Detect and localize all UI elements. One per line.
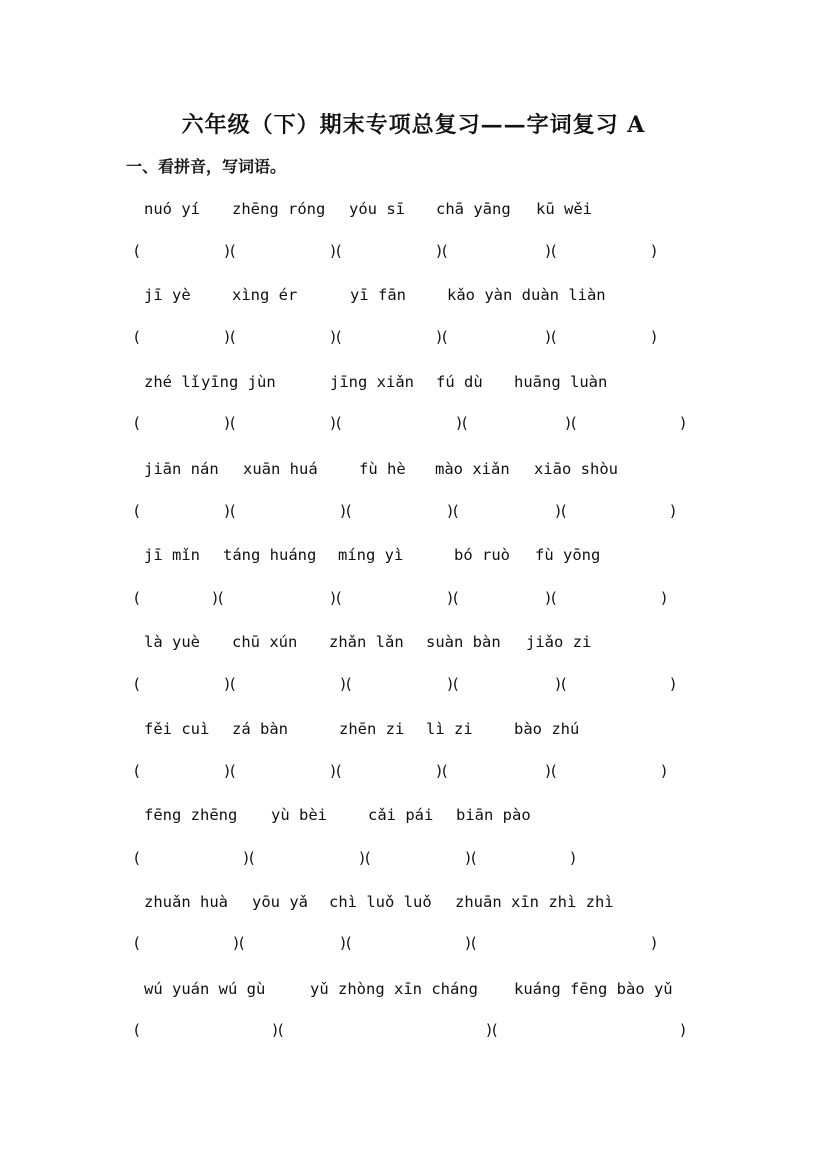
- answer-blank-separator[interactable]: )(: [545, 589, 557, 607]
- page-title: 六年级（下）期末专项总复习——字词复习 A: [181, 112, 646, 138]
- answer-blank-separator[interactable]: )(: [436, 762, 448, 780]
- answer-blank-separator[interactable]: )(: [243, 849, 255, 867]
- pinyin-word: yù bèi: [271, 806, 327, 824]
- answer-blank-separator[interactable]: )(: [545, 328, 557, 346]
- answer-row: [0, 1021, 827, 1045]
- pinyin-word: táng huáng: [223, 546, 317, 564]
- pinyin-word: zhé lǐ: [144, 373, 200, 391]
- pinyin-word: jiān nán: [144, 460, 219, 478]
- pinyin-word: jī yè: [144, 286, 191, 304]
- pinyin-word: suàn bàn: [426, 633, 501, 651]
- answer-blank-open[interactable]: (: [134, 1021, 140, 1039]
- pinyin-word: xiāo shòu: [534, 460, 618, 478]
- answer-blank-separator[interactable]: )(: [224, 762, 236, 780]
- answer-blank-separator[interactable]: )(: [224, 675, 236, 693]
- pinyin-word: là yuè: [144, 633, 200, 651]
- pinyin-word: biān pào: [456, 806, 531, 824]
- pinyin-word: mào xiǎn: [435, 460, 510, 478]
- answer-blank-separator[interactable]: )(: [340, 934, 352, 952]
- answer-blank-separator[interactable]: )(: [224, 502, 236, 520]
- pinyin-row: [0, 460, 827, 484]
- answer-blank-separator[interactable]: )(: [565, 414, 577, 432]
- pinyin-word: jiǎo zi: [526, 633, 592, 651]
- pinyin-word: chū xún: [232, 633, 298, 651]
- answer-blank-separator[interactable]: )(: [465, 849, 477, 867]
- pinyin-word: zhǎn lǎn: [329, 633, 404, 651]
- answer-blank-separator[interactable]: )(: [224, 414, 236, 432]
- answer-blank-close[interactable]: ): [651, 328, 657, 346]
- answer-blank-open[interactable]: (: [134, 502, 140, 520]
- pinyin-word: nuó yí: [144, 200, 200, 218]
- answer-blank-open[interactable]: (: [134, 589, 140, 607]
- answer-blank-separator[interactable]: )(: [545, 242, 557, 260]
- answer-blank-separator[interactable]: )(: [330, 589, 342, 607]
- answer-blank-separator[interactable]: )(: [456, 414, 468, 432]
- answer-blank-separator[interactable]: )(: [436, 328, 448, 346]
- pinyin-word: kū wěi: [536, 200, 592, 218]
- answer-blank-separator[interactable]: )(: [447, 502, 459, 520]
- pinyin-word: bó ruò: [454, 546, 510, 564]
- pinyin-row: [0, 546, 827, 570]
- answer-row: [0, 328, 827, 352]
- answer-blank-separator[interactable]: )(: [330, 242, 342, 260]
- pinyin-word: zhuān xīn zhì zhì: [455, 893, 614, 911]
- answer-blank-separator[interactable]: )(: [465, 934, 477, 952]
- pinyin-word: fù yōng: [535, 546, 601, 564]
- pinyin-word: jī mǐn: [144, 546, 200, 564]
- pinyin-row: [0, 200, 827, 224]
- pinyin-word: xìng ér: [232, 286, 298, 304]
- answer-blank-separator[interactable]: )(: [340, 502, 352, 520]
- answer-blank-close[interactable]: ): [680, 414, 686, 432]
- answer-blank-separator[interactable]: )(: [359, 849, 371, 867]
- answer-blank-separator[interactable]: )(: [486, 1021, 498, 1039]
- answer-blank-separator[interactable]: )(: [340, 675, 352, 693]
- answer-blank-separator[interactable]: )(: [330, 414, 342, 432]
- pinyin-word: xuān huá: [243, 460, 318, 478]
- answer-row: [0, 502, 827, 526]
- answer-blank-open[interactable]: (: [134, 934, 140, 952]
- answer-blank-open[interactable]: (: [134, 762, 140, 780]
- pinyin-word: míng yì: [338, 546, 404, 564]
- pinyin-word: jīng xiǎn: [330, 373, 414, 391]
- pinyin-word: chā yāng: [436, 200, 511, 218]
- answer-blank-open[interactable]: (: [134, 242, 140, 260]
- answer-blank-separator[interactable]: )(: [447, 589, 459, 607]
- pinyin-word: yōu yǎ: [252, 893, 308, 911]
- pinyin-word: kuáng fēng bào yǔ: [514, 980, 673, 998]
- pinyin-row: [0, 893, 827, 917]
- answer-blank-separator[interactable]: )(: [330, 762, 342, 780]
- answer-row: [0, 934, 827, 958]
- pinyin-word: yóu sī: [349, 200, 405, 218]
- answer-blank-close[interactable]: ): [570, 849, 576, 867]
- pinyin-word: zá bàn: [232, 720, 288, 738]
- answer-blank-separator[interactable]: )(: [436, 242, 448, 260]
- answer-row: [0, 589, 827, 613]
- pinyin-word: bào zhú: [514, 720, 580, 738]
- answer-blank-separator[interactable]: )(: [224, 328, 236, 346]
- answer-blank-close[interactable]: ): [651, 934, 657, 952]
- answer-blank-close[interactable]: ): [661, 589, 667, 607]
- answer-row: [0, 849, 827, 873]
- pinyin-word: fú dù: [436, 373, 483, 391]
- answer-blank-open[interactable]: (: [134, 849, 140, 867]
- pinyin-word: zhēng róng: [232, 200, 326, 218]
- answer-blank-open[interactable]: (: [134, 414, 140, 432]
- pinyin-word: fù hè: [359, 460, 406, 478]
- answer-blank-separator[interactable]: )(: [545, 762, 557, 780]
- section-heading: 一、看拼音，写词语。: [126, 157, 287, 176]
- pinyin-word: kǎo yàn duàn liàn: [447, 286, 606, 304]
- pinyin-row: [0, 373, 827, 397]
- pinyin-word: fěi cuì: [144, 720, 210, 738]
- answer-blank-close[interactable]: ): [670, 502, 676, 520]
- pinyin-word: huāng luàn: [514, 373, 608, 391]
- answer-blank-close[interactable]: ): [651, 242, 657, 260]
- answer-blank-separator[interactable]: )(: [224, 242, 236, 260]
- pinyin-word: yǔ zhòng xīn cháng: [310, 980, 478, 998]
- pinyin-row: [0, 806, 827, 830]
- answer-row: [0, 675, 827, 699]
- answer-blank-open[interactable]: (: [134, 328, 140, 346]
- pinyin-word: wú yuán wú gù: [144, 980, 266, 998]
- answer-blank-separator[interactable]: )(: [233, 934, 245, 952]
- answer-blank-separator[interactable]: )(: [212, 589, 224, 607]
- answer-blank-close[interactable]: ): [680, 1021, 686, 1039]
- pinyin-row: [0, 720, 827, 744]
- pinyin-word: zhuǎn huà: [144, 893, 228, 911]
- answer-blank-separator[interactable]: )(: [330, 328, 342, 346]
- pinyin-word: zhēn zi: [339, 720, 405, 738]
- answer-blank-separator[interactable]: )(: [447, 675, 459, 693]
- answer-blank-close[interactable]: ): [670, 675, 676, 693]
- answer-blank-separator[interactable]: )(: [555, 502, 567, 520]
- pinyin-row: [0, 286, 827, 310]
- answer-row: [0, 414, 827, 438]
- answer-blank-close[interactable]: ): [661, 762, 667, 780]
- pinyin-word: lì zi: [426, 720, 473, 738]
- pinyin-word: cǎi pái: [368, 806, 434, 824]
- answer-row: [0, 242, 827, 266]
- pinyin-word: yī fān: [350, 286, 406, 304]
- pinyin-word: fēng zhēng: [144, 806, 238, 824]
- answer-blank-separator[interactable]: )(: [272, 1021, 284, 1039]
- pinyin-row: [0, 980, 827, 1004]
- pinyin-row: [0, 633, 827, 657]
- answer-blank-separator[interactable]: )(: [555, 675, 567, 693]
- pinyin-word: chì luǒ luǒ: [329, 893, 432, 911]
- answer-blank-open[interactable]: (: [134, 675, 140, 693]
- pinyin-word: yīng jùn: [201, 373, 276, 391]
- answer-row: [0, 762, 827, 786]
